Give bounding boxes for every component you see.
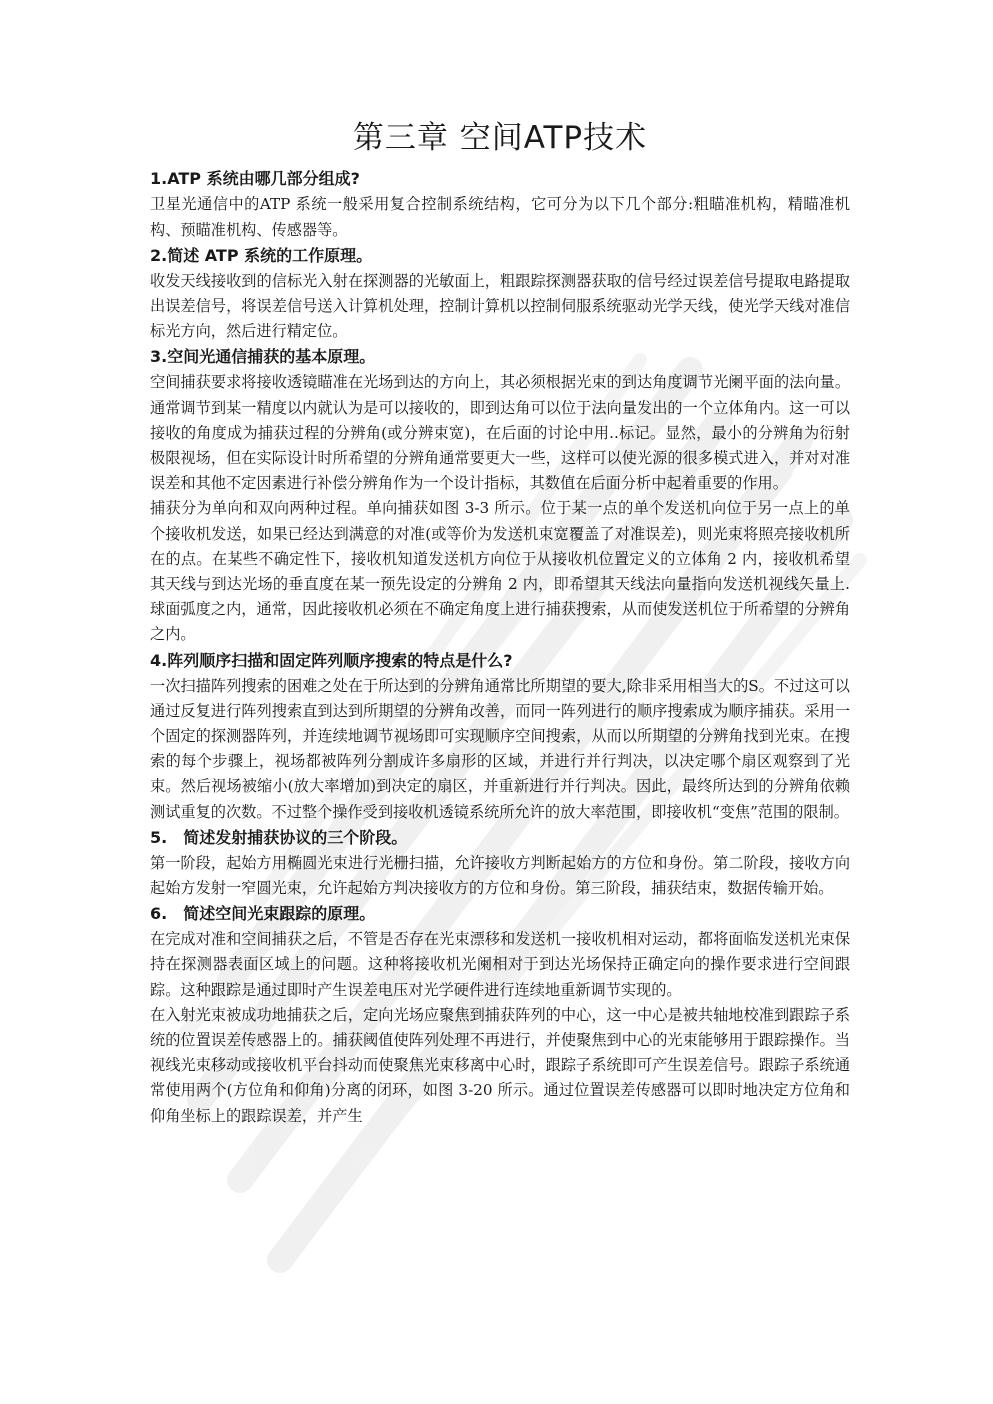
answer-paragraph: 空间捕获要求将接收透镜瞄准在光场到达的方向上，其必须根据光束的到达角度调节光阑平面的法向量。通常调节到某一精度以内就认为是可以接收的，即到达角可以位于法向量发出的一个立体角内。这一可以接收的角度成为捕获过程的分辨角(或分辨束宽)，在后面的讨论中用..标记。显然，最小的分辨角为衍射极限视场，但在实际设计时所希望的分辨角通常要更大一些，这样可以使光源的很多模式进入，并对对准误差和其他不定因素进行补偿分辨角作为一个设计指标，其数值在后面分析中起着重要的作用。 — [150, 373, 850, 493]
page-title: 第三章 空间ATP技术 — [352, 120, 648, 156]
answer-paragraph: 在完成对准和空间捕获之后，不管是否存在光束漂移和发送机一接收机相对运动，都将面临发送机光束保持在探测器表面区域上的问题。这种将接收机光阑相对于到达光场保持正确定向的操作要求进行空间跟踪。这种跟踪是通过即时产生误差电压对光学硬件进行连续地重新调节实现的。 — [150, 930, 850, 999]
question-heading: 1.ATP 系统由哪几部分组成? — [150, 169, 360, 189]
section-2 — [150, 243, 850, 345]
answer-paragraph: 捕获分为单向和双向两种过程。单向捕获如图 3-3 所示。位于某一点的单个发送机向位于另一点上的单个接收机发送，如果已经达到满意的对准(或等价为发送机束宽覆盖了对准误差)，则光束将照亮接收机所在的点。在某些不确定性下，接收机知道发送机方向位于从接收机位置定义的立体角 2 内，接收机希望其天线与到达光场的垂直度在某一预先设定的分辨角 2 内，即希望其天线法向量指向发送机视线矢量上.球面弧度之内，通常，因此接收机必须在不确定角度上进行捕获搜索，从而使发送机位于所希望的分辨角之内。 — [150, 499, 850, 644]
section-1 — [150, 166, 850, 242]
question-heading: 2.简述 ATP 系统的工作原理。 — [150, 245, 373, 265]
answer-paragraph: 一次扫描阵列搜索的困难之处在于所达到的分辨角通常比所期望的要大,除非采用相当大的S。不过这可以通过反复进行阵列搜索直到达到所期望的分辨角改善，而同一阵列进行的顺序搜索成为顺序捕获。采用一个固定的探测器阵列，并连续地调节视场即可实现顺序空间搜索，从而以所期望的分辨角找到光束。在搜索的每个步骤上，视场都被阵列分割成许多扇形的区域，并进行并行判决，以决定哪个扇区观察到了光束。然后视场被缩小(放大率增加)到决定的扇区，并重新进行并行判决。因此，最终所达到的分辨角依赖测试重复的次数。不过整个操作受到接收机透镜系统所允许的放大率范围，即接收机“变焦”范围的限制。 — [150, 676, 850, 821]
document-page — [150, 118, 850, 1129]
answer-paragraph: 卫星光通信中的ATP 系统一般采用复合控制系统结构，它可分为以下几个部分:粗瞄准机构，精瞄准机构、预瞄准机构、传感器等。 — [150, 195, 850, 239]
section-4 — [150, 648, 850, 825]
question-heading: 6. 简述空间光束跟踪的原理。 — [150, 904, 376, 924]
question-heading: 5. 简述发射捕获协议的三个阶段。 — [150, 827, 408, 847]
section-3 — [150, 344, 850, 647]
answer-paragraph: 收发天线接收到的信标光入射在探测器的光敏面上，粗跟踪探测器获取的信号经过误差信号提取电路提取出误差信号，将误差信号送入计算机处理，控制计算机以控制伺服系统驱动光学天线，使光学天线对准信标光方向，然后进行精定位。 — [150, 271, 850, 341]
question-heading: 4.阵列顺序扫描和固定阵列顺序搜索的特点是什么? — [150, 650, 513, 670]
answer-paragraph: 在入射光束被成功地捕获之后，定向光场应聚焦到捕获阵列的中心，这一中心是被共轴地校准到跟踪子系统的位置误差传感器上的。捕获阈值使阵列处理不再进行，并使聚焦到中心的光束能够用于跟踪操作。当视线光束移动或接收机平台抖动而使聚焦光束移离中心时，跟踪子系统即可产生误差信号。跟踪子系统通常使用两个(方位角和仰角)分离的闭环，如图 3-20 所示。通过位置误差传感器可以即时地决定方位角和仰角坐标上的跟踪误差，并产生 — [150, 1005, 850, 1125]
section-5 — [150, 825, 850, 901]
section-6 — [150, 901, 850, 1129]
answer-paragraph: 第一阶段，起始方用椭圆光束进行光栅扫描，允许接收方判断起始方的方位和身份。第二阶段，接收方向起始方发射一窄圆光束，允许起始方判决接收方的方位和身份。第三阶段，捕获结束，数据传输开始。 — [150, 853, 850, 897]
question-heading: 3.空间光通信捕获的基本原理。 — [150, 347, 376, 367]
